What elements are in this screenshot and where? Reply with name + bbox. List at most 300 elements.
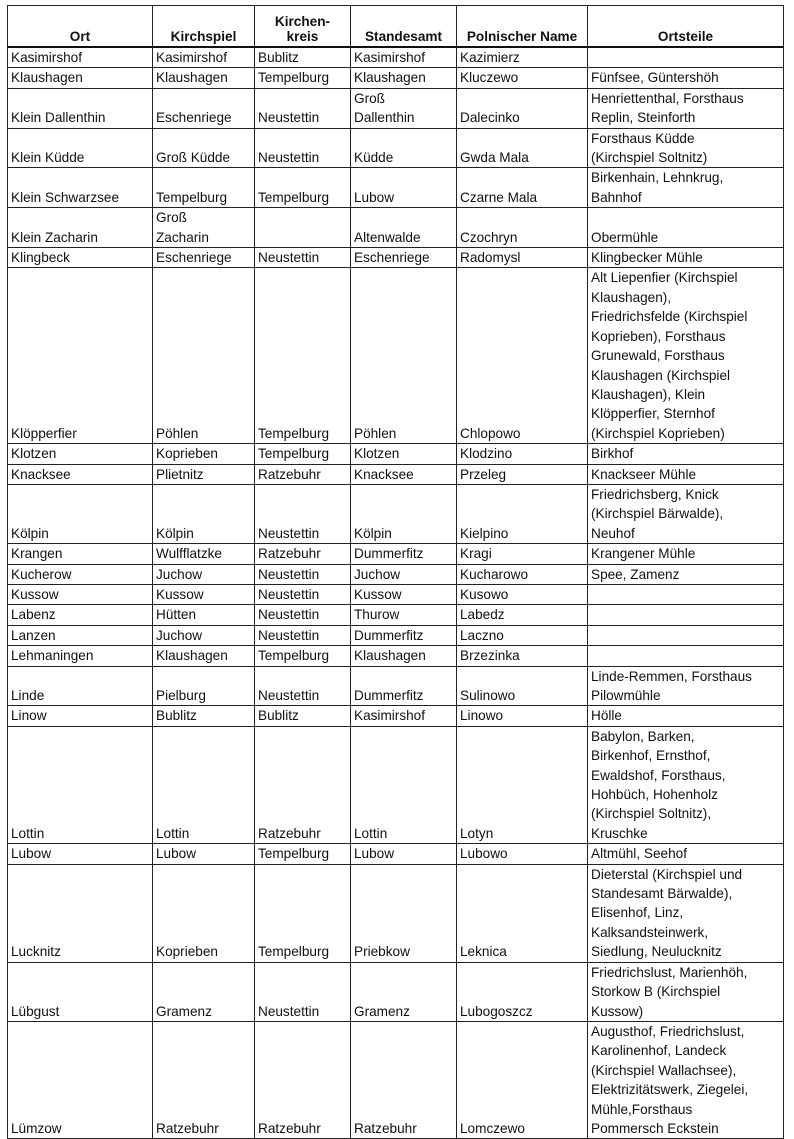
cell-polnischer-name: [457, 268, 588, 444]
table-row: [8, 962, 784, 1021]
cell-polnischer-name: [457, 248, 588, 268]
cell-ort-text: Lümzow: [11, 1120, 62, 1136]
cell-kirchspiel: [153, 444, 255, 464]
cell-standesamt: [351, 625, 457, 645]
cell-standesamt-text: Ratzebuhr: [354, 1120, 417, 1136]
cell-polnischer-name: [457, 564, 588, 584]
place-register-table: [7, 5, 784, 1139]
cell-ort: [8, 564, 153, 584]
cell-standesamt: [351, 646, 457, 666]
cell-ortsteile-text: Krangener Mühle: [591, 546, 696, 562]
cell-ortsteile: [588, 208, 784, 248]
table-row: [8, 625, 784, 645]
cell-kirchenkreis: [255, 544, 351, 564]
cell-standesamt: [351, 88, 457, 128]
column-header-kirchspiel: [153, 6, 255, 48]
cell-kirchenkreis: [255, 248, 351, 268]
cell-kirchenkreis: [255, 666, 351, 706]
cell-ortsteile-text: Altmühl, Seehof: [591, 846, 687, 862]
cell-ort: [8, 646, 153, 666]
cell-ortsteile-text: Dieterstal (Kirchspiel und Standesamt Bärwalde), Elisenhof, Linz, Kalksandsteinwerk, Siedlung, Neulucknitz: [591, 866, 743, 960]
cell-standesamt-text: Dummerfitz: [354, 688, 424, 703]
cell-standesamt-text: Altenwalde: [354, 229, 421, 245]
cell-ort-text: Klein Küdde: [11, 150, 85, 166]
column-header-ortsteile: [588, 6, 784, 48]
table-row: [8, 268, 784, 444]
cell-kirchenkreis-text: Ratzebuhr: [258, 466, 321, 482]
cell-kirchspiel-text: Kussow: [156, 586, 204, 602]
cell-polnischer-name-text: Lubogoszcz: [460, 1003, 533, 1019]
cell-standesamt: [351, 128, 457, 168]
header-row: [8, 6, 784, 48]
cell-standesamt: [351, 864, 457, 962]
column-header-ort: [8, 6, 153, 48]
cell-ort: [8, 962, 153, 1021]
cell-ortsteile-text: Friedrichslust, Marienhöh, Storkow B (Kirchspiel Kussow): [591, 964, 748, 1019]
cell-standesamt-text: Lubow: [354, 846, 395, 862]
cell-kirchspiel: [153, 844, 255, 864]
cell-standesamt-text: Priebkow: [354, 944, 410, 960]
cell-polnischer-name-text: Lubowo: [460, 846, 508, 862]
cell-kirchenkreis: [255, 128, 351, 168]
cell-kirchenkreis: [255, 726, 351, 843]
cell-ort-text: Krangen: [11, 546, 63, 562]
cell-ort: [8, 68, 153, 88]
cell-kirchenkreis: [255, 47, 351, 68]
cell-kirchenkreis-text: Neustettin: [258, 525, 320, 541]
cell-kirchenkreis-text: Neustettin: [258, 566, 320, 582]
cell-ort: [8, 168, 153, 208]
table-row: [8, 128, 784, 168]
cell-ort: [8, 268, 153, 444]
cell-kirchenkreis: [255, 706, 351, 726]
column-header-ortsteile-label: Ortsteile: [657, 29, 714, 44]
cell-polnischer-name-text: Chlopowo: [460, 425, 521, 441]
cell-ort-text: Kasimirshof: [11, 50, 83, 65]
cell-polnischer-name-text: Linowo: [460, 708, 504, 724]
cell-standesamt: [351, 564, 457, 584]
cell-polnischer-name-text: Labedz: [460, 607, 505, 623]
cell-polnischer-name: [457, 88, 588, 128]
cell-kirchenkreis-text: Ratzebuhr: [258, 1120, 321, 1136]
cell-ort-text: Klotzen: [11, 446, 57, 462]
cell-kirchspiel: [153, 128, 255, 168]
cell-kirchenkreis-text: Tempelburg: [258, 446, 330, 462]
cell-polnischer-name: [457, 464, 588, 484]
cell-kirchenkreis-text: Tempelburg: [258, 70, 330, 86]
cell-standesamt-text: Gramenz: [354, 1003, 410, 1019]
cell-ortsteile: [588, 1021, 784, 1138]
cell-kirchspiel: [153, 248, 255, 268]
cell-standesamt-text: Pöhlen: [354, 425, 397, 441]
cell-standesamt-text: Eschenriege: [354, 250, 430, 266]
cell-polnischer-name: [457, 544, 588, 564]
cell-kirchenkreis: [255, 962, 351, 1021]
cell-kirchenkreis-text: Neustettin: [258, 627, 320, 643]
cell-ort: [8, 47, 153, 68]
cell-polnischer-name-text: Leknica: [460, 944, 507, 960]
cell-ort: [8, 844, 153, 864]
cell-ortsteile: [588, 706, 784, 726]
cell-ort-text: Klein Schwarzsee: [11, 189, 120, 205]
cell-polnischer-name: [457, 68, 588, 88]
cell-polnischer-name-text: Brzezinka: [460, 648, 520, 664]
cell-polnischer-name-text: Kluczewo: [460, 70, 519, 86]
cell-kirchspiel-text: Eschenriege: [156, 250, 232, 266]
cell-kirchenkreis: [255, 444, 351, 464]
cell-standesamt-text: Dummerfitz: [354, 546, 424, 562]
cell-kirchenkreis-text: Tempelburg: [258, 846, 330, 862]
cell-ortsteile-text: Birkenhain, Lehnkrug, Bahnhof: [591, 170, 724, 205]
cell-standesamt-text: Klaushagen: [354, 648, 426, 664]
cell-ort-text: Kölpin: [11, 525, 49, 541]
cell-standesamt: [351, 208, 457, 248]
cell-kirchenkreis-text: Tempelburg: [258, 648, 330, 664]
cell-ort: [8, 208, 153, 248]
cell-kirchenkreis-text: Ratzebuhr: [258, 546, 321, 562]
cell-polnischer-name: [457, 168, 588, 208]
cell-standesamt-text: Kölpin: [354, 525, 392, 541]
cell-kirchspiel: [153, 605, 255, 625]
cell-polnischer-name: [457, 208, 588, 248]
cell-kirchenkreis: [255, 88, 351, 128]
table-row: [8, 646, 784, 666]
cell-kirchenkreis: [255, 268, 351, 444]
cell-ort-text: Klein Zacharin: [11, 229, 98, 245]
cell-polnischer-name-text: Radomysl: [460, 250, 521, 266]
cell-kirchspiel-text: Koprieben: [156, 944, 218, 960]
cell-kirchspiel-text: Koprieben: [156, 446, 218, 462]
cell-standesamt-text: Thurow: [354, 607, 400, 623]
cell-ortsteile-text: Fünfsee, Güntershöh: [591, 70, 719, 86]
cell-kirchenkreis: [255, 605, 351, 625]
cell-ortsteile-text: Forsthaus Küdde (Kirchspiel Soltnitz): [591, 130, 708, 166]
cell-kirchspiel-text: Klaushagen: [156, 70, 228, 86]
cell-kirchspiel-text: Wulfflatzke: [156, 546, 222, 562]
cell-kirchenkreis-text: Tempelburg: [258, 425, 330, 441]
cell-kirchenkreis: [255, 625, 351, 645]
cell-ortsteile: [588, 128, 784, 168]
table-row: [8, 564, 784, 584]
cell-ortsteile-text: Henriettenthal, Forsthaus Replin, Steinforth: [591, 90, 744, 126]
table-row: [8, 444, 784, 464]
cell-ort: [8, 128, 153, 168]
cell-kirchenkreis-text: Ratzebuhr: [258, 825, 321, 841]
cell-ortsteile-text: Babylon, Barken, Birkenhof, Ernsthof, Ewaldshof, Forsthaus, Hohbüch, Hohenholz (Kirchspiel Soltnitz), Kruschke: [591, 728, 726, 841]
cell-ortsteile: [588, 444, 784, 464]
cell-kirchspiel: [153, 1021, 255, 1138]
cell-standesamt-text: Knacksee: [354, 466, 414, 482]
cell-kirchenkreis: [255, 484, 351, 543]
table-row: [8, 844, 784, 864]
cell-ort: [8, 666, 153, 706]
cell-kirchspiel-text: Klaushagen: [156, 648, 228, 664]
cell-kirchenkreis: [255, 646, 351, 666]
cell-standesamt: [351, 464, 457, 484]
cell-kirchspiel-text: Bublitz: [156, 708, 197, 724]
cell-ort-text: Lanzen: [11, 627, 56, 643]
cell-kirchspiel: [153, 646, 255, 666]
table-row: [8, 864, 784, 962]
cell-ortsteile: [588, 726, 784, 843]
cell-ortsteile: [588, 268, 784, 444]
table-row: [8, 544, 784, 564]
cell-polnischer-name-text: Czochryn: [460, 229, 518, 245]
table-row: [8, 584, 784, 604]
cell-ort: [8, 464, 153, 484]
cell-kirchenkreis: [255, 1021, 351, 1138]
cell-polnischer-name-text: Kucharowo: [460, 566, 529, 582]
cell-ort-text: Kucherow: [11, 566, 72, 582]
cell-standesamt-text: Juchow: [354, 566, 401, 582]
cell-ortsteile-text: Friedrichsberg, Knick (Kirchspiel Bärwalde), Neuhof: [591, 486, 724, 541]
cell-kirchspiel-text: Tempelburg: [156, 189, 228, 205]
cell-standesamt-text: Küdde: [354, 150, 394, 166]
cell-ortsteile: [588, 464, 784, 484]
cell-kirchspiel: [153, 268, 255, 444]
table-row: [8, 706, 784, 726]
cell-standesamt-text: Kussow: [354, 586, 402, 602]
cell-ortsteile: [588, 68, 784, 88]
cell-polnischer-name: [457, 605, 588, 625]
cell-polnischer-name-text: Przeleg: [460, 466, 507, 482]
cell-standesamt: [351, 584, 457, 604]
cell-ortsteile: [588, 625, 784, 645]
cell-kirchspiel: [153, 88, 255, 128]
cell-ort-text: Lehmaningen: [11, 648, 94, 664]
cell-ort-text: Labenz: [11, 607, 56, 623]
cell-kirchenkreis: [255, 864, 351, 962]
cell-ort: [8, 88, 153, 128]
column-header-kirchspiel-label: Kirchspiel: [170, 29, 237, 44]
cell-standesamt: [351, 484, 457, 543]
cell-polnischer-name-text: Kragi: [460, 546, 492, 562]
cell-kirchspiel: [153, 544, 255, 564]
cell-polnischer-name: [457, 47, 588, 68]
table-header: [8, 6, 784, 48]
cell-ort: [8, 625, 153, 645]
cell-polnischer-name: [457, 864, 588, 962]
cell-ortsteile: [588, 584, 784, 604]
cell-standesamt: [351, 444, 457, 464]
cell-kirchspiel-text: Groß Küdde: [156, 150, 231, 166]
cell-ortsteile: [588, 484, 784, 543]
column-header-polnischer-name-label: Polnischer Name: [466, 29, 578, 44]
cell-polnischer-name: [457, 706, 588, 726]
cell-kirchspiel-text: Groß Zacharin: [156, 210, 209, 245]
cell-polnischer-name: [457, 726, 588, 843]
cell-kirchspiel-text: Hütten: [156, 607, 197, 623]
cell-kirchspiel: [153, 484, 255, 543]
table-row: [8, 1021, 784, 1138]
cell-kirchenkreis: [255, 464, 351, 484]
cell-polnischer-name-text: Lotyn: [460, 825, 494, 841]
cell-ortsteile: [588, 844, 784, 864]
cell-kirchenkreis: [255, 68, 351, 88]
column-header-ort-label: Ort: [69, 29, 91, 44]
cell-kirchspiel: [153, 168, 255, 208]
cell-kirchspiel-text: Juchow: [156, 566, 203, 582]
cell-polnischer-name: [457, 484, 588, 543]
cell-ortsteile-text: Klingbecker Mühle: [591, 250, 703, 266]
cell-kirchenkreis-text: Bublitz: [258, 708, 299, 724]
cell-ort-text: Klöpperfier: [11, 425, 77, 441]
cell-polnischer-name: [457, 666, 588, 706]
register-sheet: [7, 5, 784, 1139]
cell-ortsteile: [588, 248, 784, 268]
table-row: [8, 605, 784, 625]
cell-standesamt: [351, 844, 457, 864]
cell-kirchenkreis-text: Neustettin: [258, 250, 320, 266]
cell-kirchspiel: [153, 726, 255, 843]
cell-standesamt: [351, 268, 457, 444]
cell-ort-text: Klein Dallenthin: [11, 110, 106, 126]
cell-ort: [8, 605, 153, 625]
cell-ort-text: Klaushagen: [11, 70, 83, 86]
table-row: [8, 726, 784, 843]
cell-ort-text: Lübgust: [11, 1003, 60, 1019]
cell-kirchspiel-text: Kölpin: [156, 525, 194, 541]
cell-ortsteile: [588, 864, 784, 962]
cell-kirchspiel: [153, 564, 255, 584]
cell-kirchspiel: [153, 625, 255, 645]
cell-ortsteile-text: Birkhof: [591, 446, 634, 462]
cell-ort: [8, 1021, 153, 1138]
table-row: [8, 248, 784, 268]
cell-kirchspiel-text: Juchow: [156, 627, 203, 643]
cell-ort: [8, 544, 153, 564]
table-row: [8, 484, 784, 543]
cell-kirchspiel: [153, 47, 255, 68]
cell-ort: [8, 484, 153, 543]
cell-polnischer-name: [457, 625, 588, 645]
table-row: [8, 88, 784, 128]
cell-kirchspiel: [153, 666, 255, 706]
cell-kirchenkreis: [255, 584, 351, 604]
cell-polnischer-name-text: Czarne Mala: [460, 189, 538, 205]
cell-standesamt-text: Kasimirshof: [354, 50, 426, 65]
cell-kirchenkreis-text: Neustettin: [258, 150, 320, 166]
cell-kirchspiel-text: Ratzebuhr: [156, 1120, 219, 1136]
cell-polnischer-name: [457, 1021, 588, 1138]
cell-kirchspiel-text: Plietnitz: [156, 466, 204, 482]
cell-ort-text: Klingbeck: [11, 250, 70, 266]
cell-standesamt: [351, 726, 457, 843]
cell-kirchspiel-text: Gramenz: [156, 1003, 212, 1019]
cell-polnischer-name: [457, 128, 588, 168]
cell-ort-text: Linow: [11, 708, 47, 724]
cell-standesamt: [351, 47, 457, 68]
cell-ort: [8, 584, 153, 604]
cell-ortsteile-text: Spee, Zamenz: [591, 566, 680, 582]
cell-ort-text: Lucknitz: [11, 944, 61, 960]
table-row: [8, 464, 784, 484]
cell-standesamt: [351, 1021, 457, 1138]
cell-ortsteile: [588, 168, 784, 208]
cell-ortsteile: [588, 605, 784, 625]
cell-kirchspiel-text: Pöhlen: [156, 425, 199, 441]
table-body: [8, 47, 784, 1139]
cell-standesamt: [351, 706, 457, 726]
cell-polnischer-name: [457, 844, 588, 864]
cell-ortsteile: [588, 544, 784, 564]
cell-standesamt: [351, 544, 457, 564]
cell-polnischer-name-text: Lomczewo: [460, 1120, 525, 1136]
table-row: [8, 68, 784, 88]
cell-kirchenkreis-text: Neustettin: [258, 1003, 320, 1019]
cell-ort-text: Linde: [11, 688, 45, 703]
cell-polnischer-name-text: Kusowo: [460, 586, 509, 602]
cell-kirchenkreis: [255, 168, 351, 208]
cell-kirchspiel-text: Eschenriege: [156, 110, 232, 126]
cell-ortsteile: [588, 962, 784, 1021]
cell-standesamt: [351, 605, 457, 625]
cell-kirchenkreis-text: Bublitz: [258, 50, 299, 65]
cell-kirchenkreis: [255, 208, 351, 248]
cell-ortsteile: [588, 47, 784, 68]
cell-polnischer-name-text: Kazimierz: [460, 50, 520, 65]
cell-standesamt: [351, 168, 457, 208]
cell-polnischer-name-text: Laczno: [460, 627, 504, 643]
cell-ortsteile-text: Obermühle: [591, 229, 659, 245]
column-header-kirchenkreis: [255, 6, 351, 48]
column-header-polnischer-name: [457, 6, 588, 48]
cell-ortsteile: [588, 646, 784, 666]
cell-kirchspiel: [153, 706, 255, 726]
cell-standesamt: [351, 68, 457, 88]
cell-kirchspiel: [153, 208, 255, 248]
cell-kirchenkreis-text: Neustettin: [258, 688, 320, 703]
cell-kirchenkreis: [255, 564, 351, 584]
cell-ort: [8, 864, 153, 962]
cell-ort-text: Kussow: [11, 586, 59, 602]
cell-standesamt: [351, 962, 457, 1021]
cell-polnischer-name-text: Kielpino: [460, 525, 509, 541]
cell-ortsteile: [588, 88, 784, 128]
cell-kirchspiel: [153, 584, 255, 604]
cell-kirchenkreis-text: Neustettin: [258, 586, 320, 602]
table-row: [8, 47, 784, 68]
cell-standesamt-text: Lottin: [354, 825, 388, 841]
table-row: [8, 168, 784, 208]
cell-kirchenkreis-text: Tempelburg: [258, 944, 330, 960]
cell-kirchspiel: [153, 864, 255, 962]
cell-kirchspiel: [153, 68, 255, 88]
cell-kirchspiel-text: Pielburg: [156, 688, 206, 703]
cell-kirchspiel-text: Lottin: [156, 825, 190, 841]
column-header-kirchenkreis-label: Kirchen- kreis: [274, 14, 331, 44]
cell-standesamt-text: Kasimirshof: [354, 708, 426, 724]
cell-standesamt-text: Groß Dallenthin: [354, 90, 415, 126]
cell-polnischer-name-text: Klodzino: [460, 446, 513, 462]
cell-ortsteile-text: Hölle: [591, 708, 622, 724]
cell-polnischer-name: [457, 646, 588, 666]
cell-ortsteile: [588, 564, 784, 584]
cell-kirchenkreis-text: Tempelburg: [258, 189, 330, 205]
cell-kirchspiel-text: Kasimirshof: [156, 50, 228, 65]
cell-ort: [8, 706, 153, 726]
cell-standesamt-text: Lubow: [354, 189, 395, 205]
cell-ort-text: Knacksee: [11, 466, 71, 482]
cell-kirchenkreis-text: Neustettin: [258, 110, 320, 126]
cell-ortsteile-text: Knackseer Mühle: [591, 466, 697, 482]
cell-standesamt-text: Klotzen: [354, 446, 400, 462]
cell-polnischer-name-text: Gwda Mala: [460, 150, 529, 166]
cell-ort: [8, 726, 153, 843]
column-header-standesamt-label: Standesamt: [364, 29, 443, 44]
cell-ortsteile-text: Augusthof, Friedrichslust, Karolinenhof, Landeck (Kirchspiel Wallachsee), Elektrizitätswerk, Ziegelei, Mühle,Forsthaus Pommersch Eckstein: [591, 1023, 749, 1136]
cell-polnischer-name: [457, 444, 588, 464]
